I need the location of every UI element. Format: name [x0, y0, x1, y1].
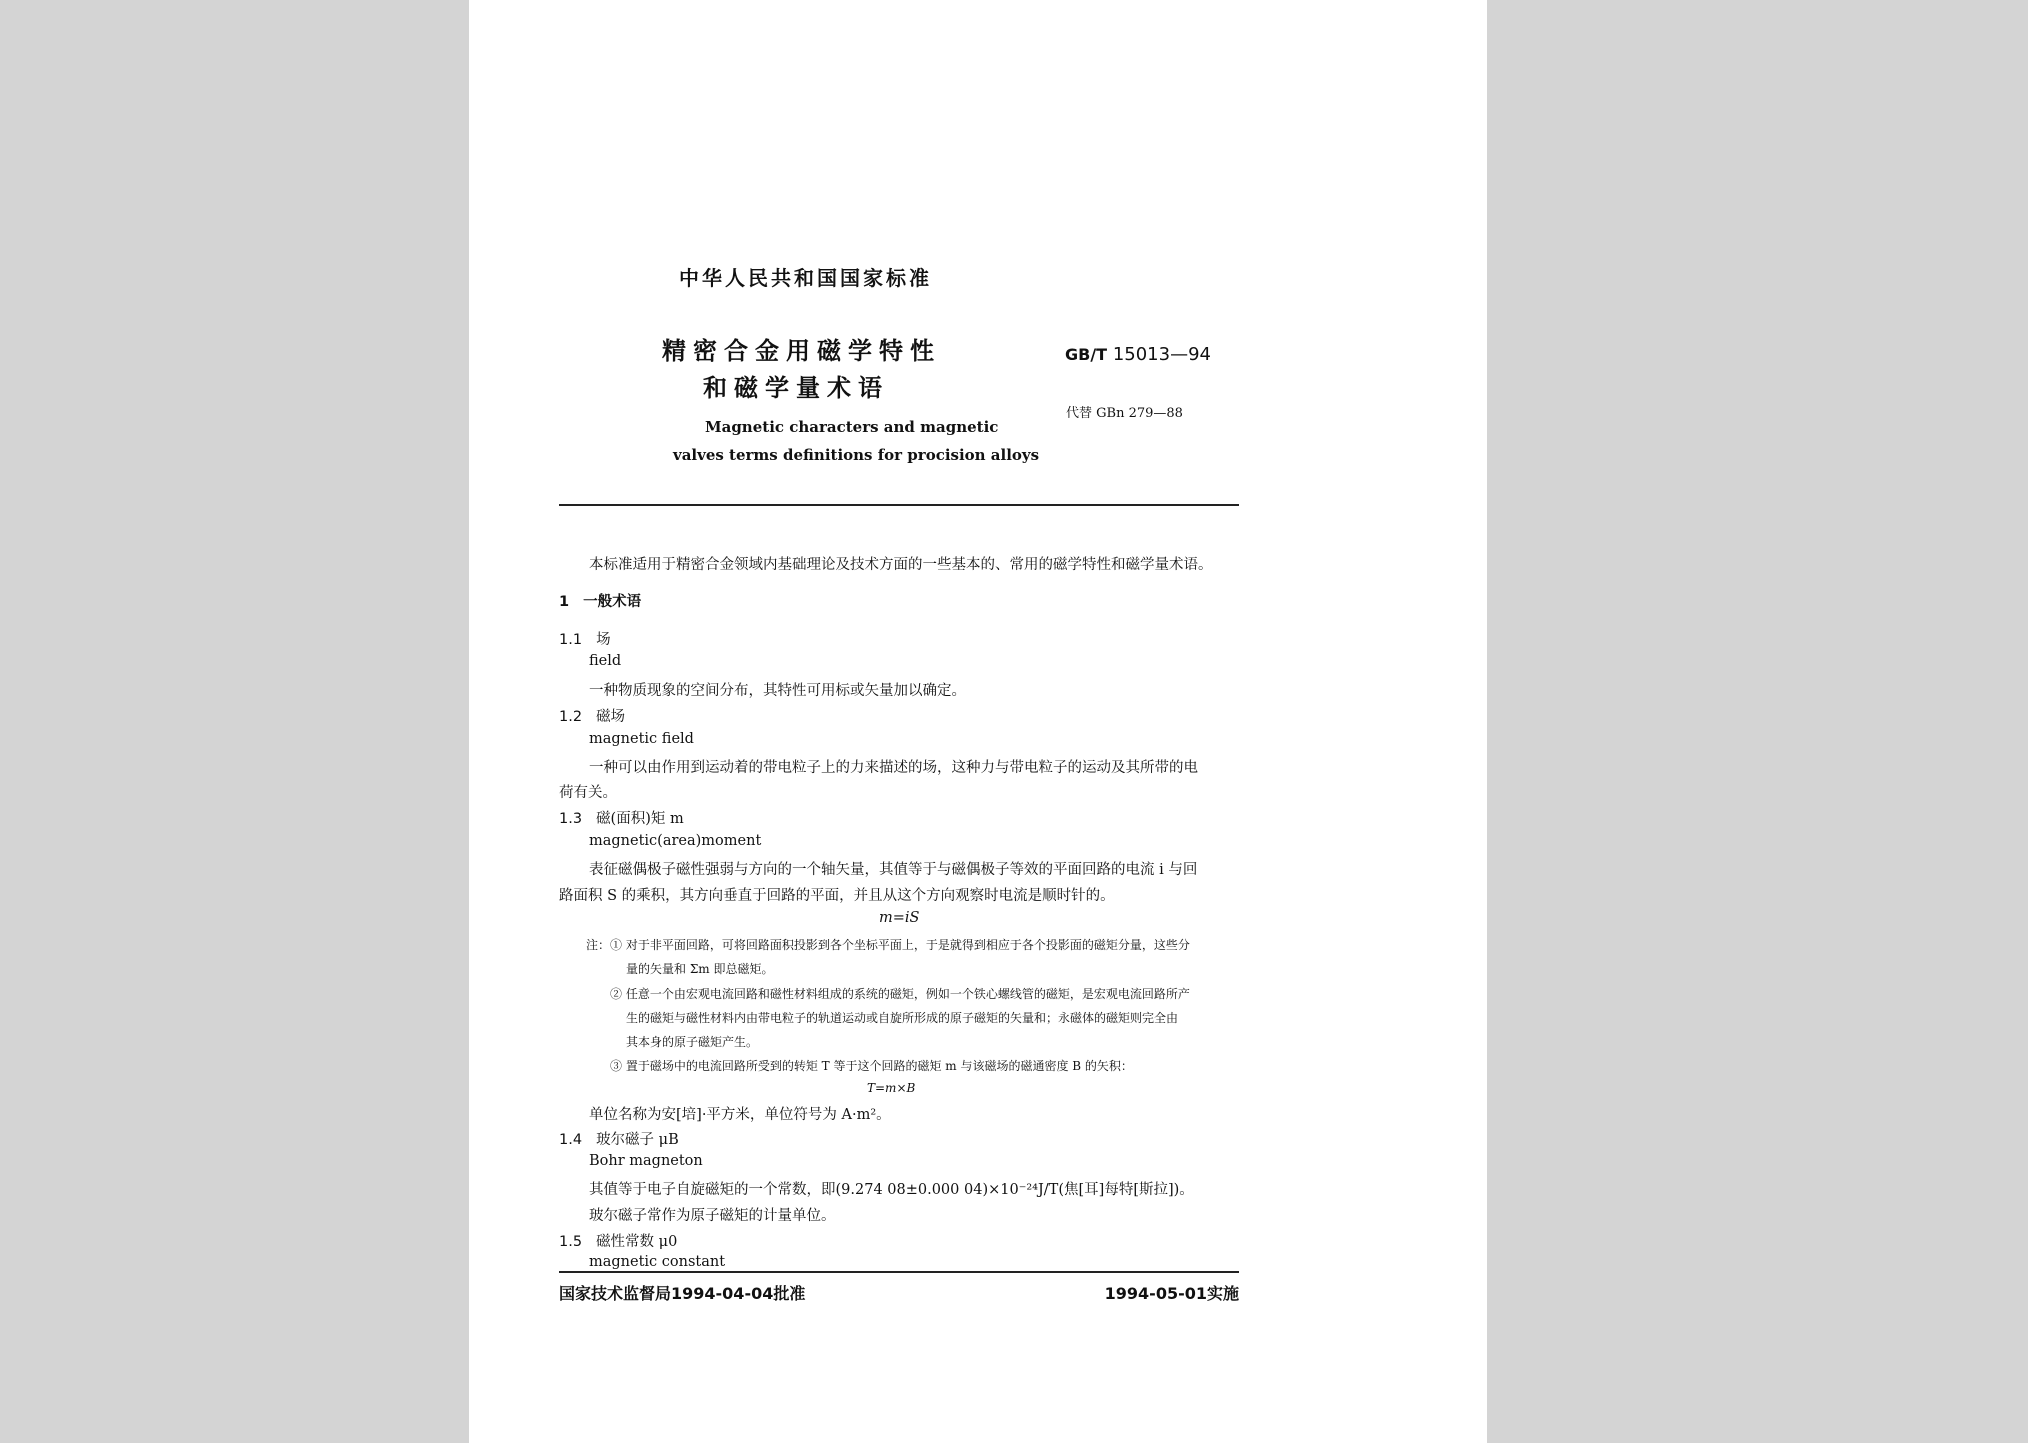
issuing-org: 中华人民共和国国家标准 — [679, 266, 932, 290]
term-heading — [559, 1128, 679, 1149]
section-heading — [559, 590, 641, 611]
term-definition: 路面积 S 的乘积，其方向垂直于回路的平面，并且从这个方向观察时电流是顺时针的。 — [559, 888, 1115, 904]
section-number: 1 — [559, 594, 570, 610]
footer-rule — [559, 1271, 1239, 1273]
term-definition: 一种物质现象的空间分布，其特性可用标或矢量加以确定。 — [589, 683, 966, 699]
term-english: magnetic constant — [589, 1254, 726, 1270]
term-heading — [559, 807, 684, 828]
formula: m=iS — [879, 910, 920, 926]
term-definition: 荷有关。 — [559, 785, 617, 801]
header-rule — [559, 504, 1239, 506]
term-heading — [559, 628, 611, 649]
standard-number — [1065, 344, 1211, 365]
note-text: 量的矢量和 Σm 即总磁矩。 — [626, 962, 774, 976]
term-name: 玻尔磁子 μB — [596, 1132, 679, 1148]
term-number: 1.4 — [559, 1132, 583, 1148]
standard-prefix: GB/T — [1065, 345, 1108, 364]
term-english: magnetic field — [589, 731, 694, 747]
approval-date: 国家技术监督局1994-04-04批准 — [559, 1284, 806, 1303]
title-line-1: 精密合金用磁学特性 — [662, 337, 941, 365]
note-text: ② 任意一个由宏观电流回路和磁性材料组成的系统的磁矩，例如一个铁心螺线管的磁矩，是宏观电流回路所产 — [610, 987, 1190, 1001]
term-name: 磁场 — [596, 709, 626, 725]
term-definition: 一种可以由作用到运动着的带电粒子上的力来描述的场，这种力与带电粒子的运动及其所带的电 — [589, 760, 1198, 776]
english-title-line-1: Magnetic characters and magnetic — [705, 418, 999, 436]
scope-text: 本标准适用于精密合金领域内基础理论及技术方面的一些基本的、常用的磁学特性和磁学量术语。 — [589, 557, 1213, 573]
unit-text: 单位名称为安[培]·平方米，单位符号为 A·m²。 — [589, 1107, 891, 1123]
term-definition: 表征磁偶极子磁性强弱与方向的一个轴矢量，其值等于与磁偶极子等效的平面回路的电流 i 与回 — [589, 862, 1198, 878]
note-text: ③ 置于磁场中的电流回路所受到的转矩 T 等于这个回路的磁矩 m 与该磁场的磁通密度 B 的矢积： — [610, 1059, 1133, 1073]
term-name: 场 — [596, 632, 611, 648]
term-definition: 玻尔磁子常作为原子磁矩的计量单位。 — [589, 1208, 836, 1224]
term-number: 1.2 — [559, 709, 583, 725]
term-definition: 其值等于电子自旋磁矩的一个常数，即(9.274 08±0.000 04)×10⁻²⁴J/T(焦[耳]每特[斯拉])。 — [589, 1182, 1194, 1198]
term-number: 1.3 — [559, 811, 583, 827]
term-number: 1.1 — [559, 632, 583, 648]
term-heading — [559, 1230, 677, 1251]
note-text: ① 对于非平面回路，可将回路面积投影到各个坐标平面上，于是就得到相应于各个投影面的磁矩分量，这些分 — [610, 938, 1190, 952]
title-line-2: 和磁学量术语 — [703, 374, 889, 402]
term-english: Bohr magneton — [589, 1153, 703, 1169]
term-heading — [559, 705, 625, 726]
effective-date: 1994-05-01实施 — [1104, 1284, 1239, 1303]
replaces-note: 代替 GBn 279—88 — [1066, 406, 1183, 421]
note-text: 其本身的原子磁矩产生。 — [626, 1035, 759, 1049]
note-label: 注： — [586, 938, 611, 952]
term-english: field — [589, 653, 622, 669]
standard-code: 15013—94 — [1112, 344, 1211, 365]
section-title: 一般术语 — [583, 593, 642, 610]
english-title-line-2: valves terms definitions for procision alloys — [673, 446, 1040, 464]
note-text: 生的磁矩与磁性材料内由带电粒子的轨道运动或自旋所形成的原子磁矩的矢量和；永磁体的磁矩则完全由 — [626, 1011, 1179, 1025]
term-name: 磁(面积)矩 m — [596, 811, 684, 827]
term-number: 1.5 — [559, 1234, 583, 1250]
term-name: 磁性常数 μ0 — [596, 1234, 678, 1250]
term-english: magnetic(area)moment — [589, 833, 762, 849]
formula: T=m×B — [867, 1081, 916, 1095]
document-page — [469, 0, 1487, 1443]
